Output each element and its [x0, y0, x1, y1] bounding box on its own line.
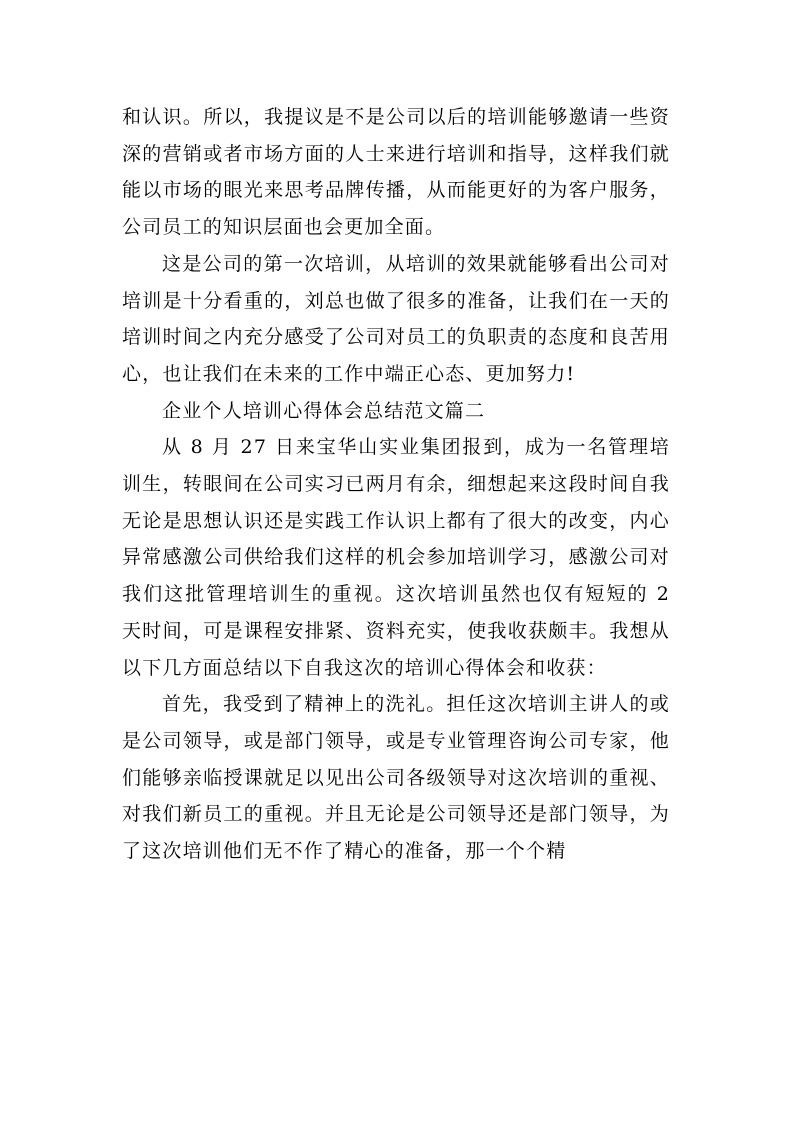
paragraph-spiritual-baptism: 首先，我受到了精神上的洗礼。担任这次培训主讲人的或是公司领导，或是部门领导，或是专业管理咨询公司专家，他们能够亲临授课就足以见出公司各级领导对这次培训的重视、对我们新员工的重视。并且无论是公司领导还是部门领导，为了这次培训他们无不作了精心的准备，那一个个精: [122, 693, 670, 863]
paragraph-management-trainee: 从 8 月 27 日来宝华山实业集团报到，成为一名管理培训生，转眼间在公司实习已两月有余，细想起来这段时间自我无论是思想认识还是实践工作认识上都有了很大的改变，内心异常感激公司供给我们这样的机会参加培训学习，感激公司对我们这批管理培训生的重视。这次培训虽然也仅有短短的 2 天时间，可是课程安排紧、资料充实，使我收获颇丰。我想从以下几方面总结以下自我这次的培训心得体会和收获：: [122, 436, 670, 679]
section-heading: 企业个人培训心得体会总结范文篇二: [162, 399, 486, 422]
paragraph-continuation: 和认识。所以，我提议是不是公司以后的培训能够邀请一些资深的营销或者市场方面的人士来进行培训和指导，这样我们就能以市场的眼光来思考品牌传播，从而能更好的为客户服务，公司员工的知识层面也会更加全面。: [122, 106, 670, 239]
paragraph-first-training: 这是公司的第一次培训，从培训的效果就能够看出公司对培训是十分看重的，刘总也做了很多的准备，让我们在一天的培训时间之内充分感受了公司对员工的负职责的态度和良苦用心，也让我们在未来的工作中端正心态、更加努力!: [122, 252, 670, 385]
document-body: [122, 99, 670, 870]
